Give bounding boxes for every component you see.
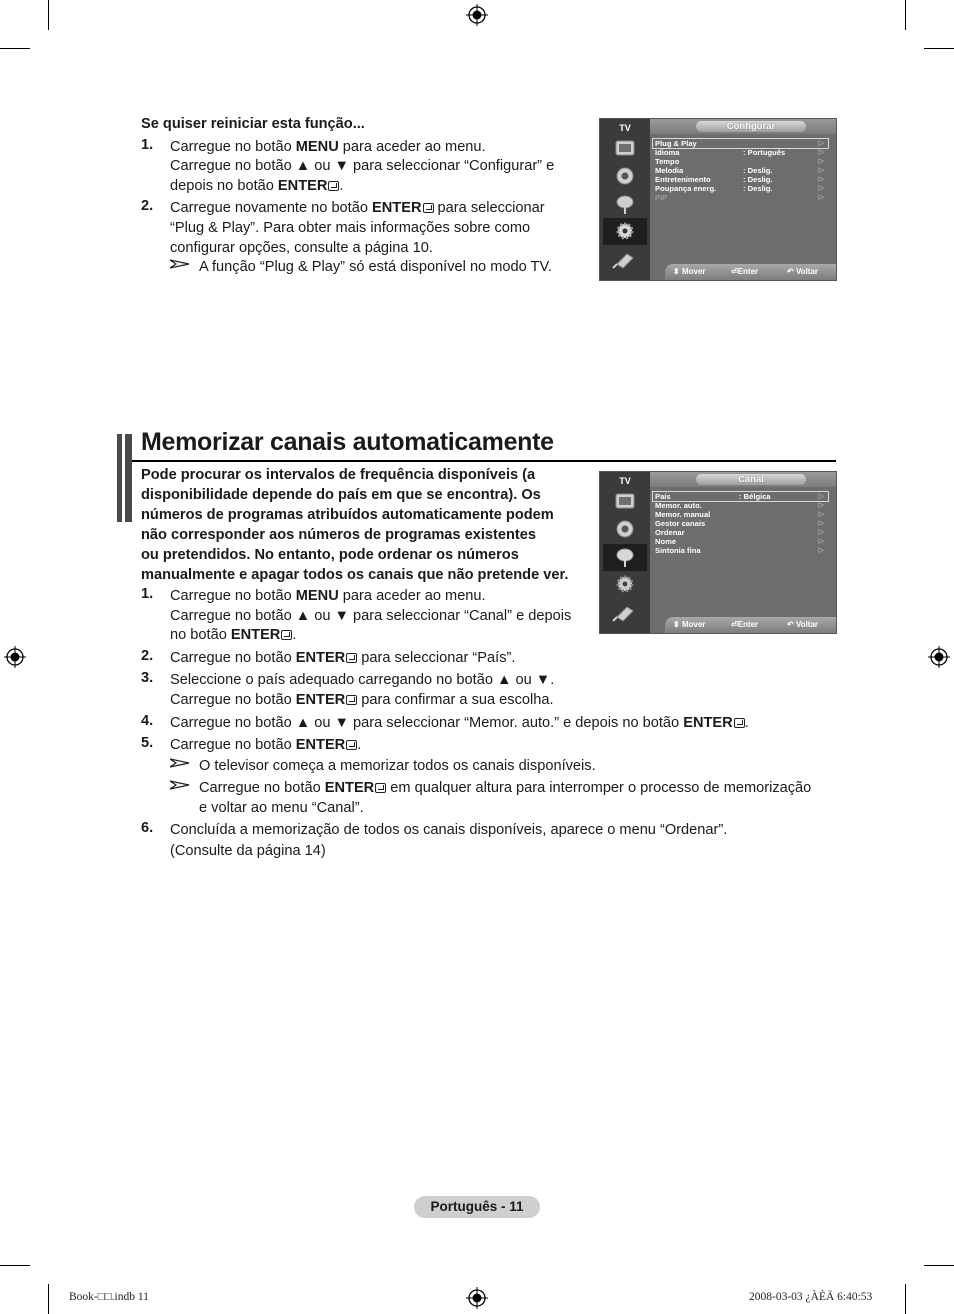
step-number: 3. (141, 670, 154, 686)
page-number-badge: Português - 11 (414, 1196, 540, 1218)
move-hint: ⬍ Mover (673, 267, 706, 276)
title-rule (132, 460, 836, 462)
arrow-right-icon: ▷ (818, 167, 824, 174)
step-number: 1. (141, 586, 154, 602)
arrow-right-icon: ▷ (818, 493, 824, 500)
registration-mark-icon (466, 4, 488, 26)
picture-menu-icon[interactable] (603, 488, 647, 515)
enter-icon (346, 653, 357, 663)
intro-line: Pode procurar os intervalos de frequência disponíveis (a (141, 467, 536, 483)
menu-header (650, 119, 836, 134)
step-text: no botão ENTER . (170, 627, 297, 643)
menu-row-label[interactable]: Memor. auto. (655, 501, 702, 510)
crop-mark (48, 0, 49, 30)
arrow-right-icon: ▷ (818, 176, 824, 183)
channel-menu-icon[interactable] (603, 544, 647, 571)
enter-icon (346, 695, 357, 705)
step-text: Seleccione o país adequado carregando no botão ▲ ou ▼. (170, 672, 555, 688)
tv-label: TV (619, 476, 631, 486)
intro-line: não corresponder aos números de programas existentes (141, 527, 536, 543)
tv-menu-configurar (599, 118, 837, 281)
updown-icon: ⬍ (673, 267, 680, 276)
step-text: Carregue no botão ENTER . (170, 737, 362, 753)
menu-row-label[interactable]: Sintonia fina (655, 546, 701, 555)
intro-line: ou pretendidos. No entanto, pode ordenar os números (141, 547, 519, 563)
note-text: Carregue no botão ENTER em qualquer altura para interromper o processo de memorização (199, 780, 812, 796)
setup-menu-icon[interactable] (603, 218, 647, 245)
back-hint: ↶ Voltar (787, 267, 819, 276)
menu-row-label[interactable]: Poupança energ. (655, 184, 717, 193)
tv-menu-canal (599, 471, 837, 634)
step-text: Carregue no botão ▲ ou ▼ para seleccionar “Canal” e depois (170, 608, 572, 624)
enter-icon (375, 783, 386, 793)
menu-row-label[interactable]: Tempo (655, 157, 680, 166)
enter-hint: ⏎Enter (731, 267, 759, 276)
crop-mark (924, 48, 954, 49)
note-text: O televisor começa a memorizar todos os canais disponíveis. (199, 758, 596, 774)
crop-mark (905, 0, 906, 30)
arrow-right-icon: ▷ (818, 520, 824, 527)
arrow-right-icon: ▷ (818, 194, 824, 201)
menu-row-label[interactable]: Plug & Play (655, 139, 697, 148)
arrow-right-icon: ▷ (818, 547, 824, 554)
crop-mark (924, 1265, 954, 1266)
sound-menu-icon[interactable] (603, 163, 647, 190)
menu-row-label[interactable]: Gestor canais (655, 519, 706, 528)
tv-label: TV (619, 123, 631, 133)
arrow-right-icon: ▷ (818, 158, 824, 165)
step-number: 2. (141, 648, 154, 664)
note-arrow-icon (170, 259, 190, 269)
crop-mark (905, 1284, 906, 1314)
step-text: Concluída a memorização de todos os canais disponíveis, aparece o menu “Ordenar”. (170, 822, 728, 838)
arrow-right-icon: ▷ (818, 502, 824, 509)
section-title: Memorizar canais automaticamente (141, 428, 554, 456)
setup-menu-icon[interactable] (603, 571, 647, 598)
menu-row-value: : Deslig. (743, 184, 773, 193)
enter-icon: ⏎ (731, 620, 738, 629)
arrow-right-icon: ▷ (818, 140, 824, 147)
step-number: 5. (141, 735, 154, 751)
enter-icon (423, 203, 434, 213)
registration-mark-icon (466, 1287, 488, 1309)
menu-header (650, 472, 836, 487)
enter-hint: ⏎Enter (731, 620, 759, 629)
menu-row-label[interactable]: Nome (655, 537, 677, 546)
enter-icon (734, 718, 745, 728)
reset-heading: Se quiser reiniciar esta função... (141, 116, 365, 132)
menu-row-value: : Português (743, 148, 786, 157)
menu-row-value: : Deslig. (743, 175, 773, 184)
step-text: depois no botão ENTER . (170, 178, 344, 194)
intro-line: números de programas atribuídos automaticamente podem (141, 507, 554, 523)
menu-row-value: : Bélgica (739, 492, 771, 501)
enter-icon (328, 181, 339, 191)
intro-line: manualmente e apagar todos os canais que não pretende ver. (141, 567, 569, 583)
menu-footer (665, 617, 836, 633)
arrow-right-icon: ▷ (818, 538, 824, 545)
enter-icon (281, 630, 292, 640)
step-text: (Consulte da página 14) (170, 843, 326, 859)
picture-menu-icon[interactable] (603, 135, 647, 162)
title-bar (125, 434, 132, 522)
menu-row-label[interactable]: Melodia (655, 166, 684, 175)
menu-title: Configurar (696, 121, 806, 132)
back-hint: ↶ Voltar (787, 620, 819, 629)
step-text: configurar opções, consulte a página 10. (170, 240, 433, 256)
return-icon: ↶ (787, 620, 794, 629)
menu-row-value: : Deslig. (743, 166, 773, 175)
registration-mark-icon (928, 646, 950, 668)
note-text: A função “Plug & Play” só está disponível no modo TV. (199, 259, 552, 275)
menu-row-label[interactable]: País (655, 492, 671, 501)
step-text: Carregue novamente no botão ENTER para seleccionar (170, 200, 545, 216)
menu-row-label[interactable]: Entretenimento (655, 175, 711, 184)
step-text: Carregue no botão MENU para aceder ao menu. (170, 588, 486, 604)
return-icon: ↶ (787, 267, 794, 276)
updown-icon: ⬍ (673, 620, 680, 629)
input-menu-icon[interactable] (603, 599, 647, 626)
menu-row-label[interactable]: Idioma (655, 148, 680, 157)
step-number: 6. (141, 820, 154, 836)
step-text: Carregue no botão ENTER para seleccionar “País”. (170, 650, 516, 666)
step-text: “Plug & Play”. Para obter mais informações sobre como (170, 220, 531, 236)
step-number: 2. (141, 198, 154, 214)
note-arrow-icon (170, 758, 190, 768)
title-bar (117, 434, 122, 522)
registration-mark-icon (4, 646, 26, 668)
crop-mark (48, 1284, 49, 1314)
step-text: Carregue no botão ▲ ou ▼ para seleccionar “Configurar” e (170, 158, 555, 174)
intro-line: disponibilidade depende do país em que se encontra). Os (141, 487, 541, 503)
print-info-left: Book-□□.indb 11 (69, 1291, 149, 1303)
arrow-right-icon: ▷ (818, 149, 824, 156)
step-text: Carregue no botão ▲ ou ▼ para seleccionar “Memor. auto.” e depois no botão ENTER . (170, 715, 749, 731)
note-text: e voltar ao menu “Canal”. (199, 800, 364, 816)
menu-row-label[interactable]: Memor. manual (655, 510, 711, 519)
enter-icon: ⏎ (731, 267, 738, 276)
step-text: Carregue no botão ENTER para confirmar a sua escolha. (170, 692, 554, 708)
channel-menu-icon[interactable] (603, 191, 647, 218)
step-text: Carregue no botão MENU para aceder ao menu. (170, 139, 486, 155)
sound-menu-icon[interactable] (603, 516, 647, 543)
menu-row-label[interactable]: Ordenar (655, 528, 685, 537)
arrow-right-icon: ▷ (818, 185, 824, 192)
step-number: 4. (141, 713, 154, 729)
print-info-right: 2008-03-03 ¿ÀÈÄ 6:40:53 (749, 1291, 873, 1303)
move-hint: ⬍ Mover (673, 620, 706, 629)
menu-title: Canal (696, 474, 806, 485)
step-number: 1. (141, 137, 154, 153)
arrow-right-icon: ▷ (818, 511, 824, 518)
input-menu-icon[interactable] (603, 246, 647, 273)
menu-footer (665, 264, 836, 280)
arrow-right-icon: ▷ (818, 529, 824, 536)
enter-icon (346, 740, 357, 750)
crop-mark (0, 1265, 30, 1266)
menu-row-label: PIP (655, 193, 668, 202)
crop-mark (0, 48, 30, 49)
note-arrow-icon (170, 780, 190, 790)
